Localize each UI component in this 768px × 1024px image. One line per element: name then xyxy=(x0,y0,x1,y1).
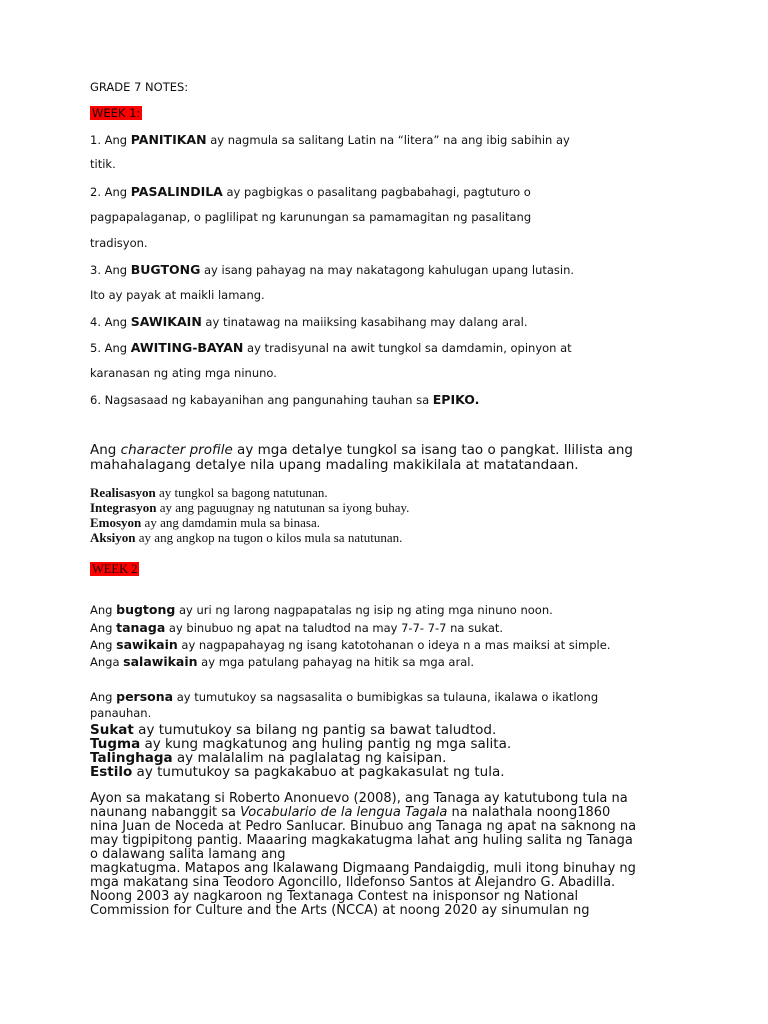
step-realisasyon: Realisasyon ay tungkol sa bagong natutunan. xyxy=(90,485,328,500)
week1-item-2: 2. Ang PASALINDILA ay pagbigkas o pasalitang pagbabahagi, pagtuturo o xyxy=(90,184,531,199)
week1-item-4: 4. Ang SAWIKAIN ay tinatawag na maiiksing kasabihang may dalang aral. xyxy=(90,314,528,329)
element-talinghaga: Talinghaga ay malalalim na paglalatag ng kaisipan. xyxy=(90,750,447,766)
tanaga-paragraph-line-9: Commission for Culture and the Arts (NCCA) at noong 2020 ay sinumulan ng xyxy=(90,903,590,918)
tanaga-paragraph-line-4: may tigpipitong pantig. Maaaring magkakatugma lahat ang huling salita ng Tanaga xyxy=(90,833,633,848)
week1-item-2-cont: pagpapalaganap, o paglilipat ng karunungan sa pamamagitan ng pasalitang xyxy=(90,210,532,224)
week1-item-2-cont2: tradisyon. xyxy=(90,236,148,250)
week1-item-3-cont: Ito ay payak at maikli lamang. xyxy=(90,288,265,302)
week-2-label: WEEK 2 xyxy=(92,562,138,576)
week2-def-bugtong: Ang bugtong ay uri ng larong nagpapatalas ng isip ng ating mga ninuno noon. xyxy=(90,602,553,617)
tanaga-paragraph-line-5: o dalawang salita lamang ang xyxy=(90,847,286,862)
week1-item-5: 5. Ang AWITING-BAYAN ay tradisyunal na awit tungkol sa damdamin, opinyon at xyxy=(90,340,572,355)
week-1-label: WEEK 1: xyxy=(92,106,141,120)
week1-item-1-cont: titik. xyxy=(90,157,116,171)
page-title: GRADE 7 NOTES: xyxy=(90,80,189,94)
step-emosyon: Emosyon ay ang damdamin mula sa binasa. xyxy=(90,515,320,530)
tanaga-paragraph-line-6: magkatugma. Matapos ang Ikalawang Digmaang Pandaigdig, muli itong binuhay ng xyxy=(90,861,636,876)
step-aksiyon: Aksiyon ay ang angkop na tugon o kilos mula sa natutunan. xyxy=(90,530,403,545)
tanaga-paragraph-line-2: naunang nabanggit sa Vocabulario de la lengua Tagala na nalathala noong1860 xyxy=(90,805,611,820)
element-tugma: Tugma ay kung magkatunog ang huling pantig ng mga salita. xyxy=(90,736,512,752)
step-integrasyon: Integrasyon ay ang paguugnay ng natutunan sa iyong buhay. xyxy=(90,500,410,515)
week1-item-3: 3. Ang BUGTONG ay isang pahayag na may nakatagong kahulugan upang lutasin. xyxy=(90,262,575,277)
week1-item-6: 6. Nagsasaad ng kabayanihan ang pangunahing tauhan sa EPIKO. xyxy=(90,392,480,407)
week2-def-sawikain: Ang sawikain ay nagpapahayag ng isang katotohanan o ideya n a mas maiksi at simple. xyxy=(90,637,611,652)
persona-line-2: panauhan. xyxy=(90,706,152,720)
tanaga-paragraph-line-8: Noong 2003 ay nagkaroon ng Textanaga Contest na inisponsor ng National xyxy=(90,889,579,904)
element-estilo: Estilo ay tumutukoy sa pagkakabuo at pagkakasulat ng tula. xyxy=(90,764,505,780)
week2-def-salawikain: Anga salawikain ay mga patulang pahayag na hitik sa mga aral. xyxy=(90,654,475,669)
character-profile-line-1: Ang character profile ay mga detalye tungkol sa isang tao o pangkat. Ililista ang xyxy=(90,442,633,458)
tanaga-paragraph-line-3: nina Juan de Noceda at Pedro Sanlucar. Binubuo ang Tanaga ng apat na saknong na xyxy=(90,819,637,834)
tanaga-paragraph-line-7: mga makatang sina Teodoro Agoncillo, Ildefonso Santos at Alejandro G. Abadilla. xyxy=(90,875,616,890)
character-profile-line-2: mahahalagang detalye nila upang madaling makikilala at matatandaan. xyxy=(90,457,579,473)
week1-item-1: 1. Ang PANITIKAN ay nagmula sa salitang Latin na “litera” na ang ibig sabihin ay xyxy=(90,132,570,147)
tanaga-paragraph-line-1: Ayon sa makatang si Roberto Anonuevo (2008), ang Tanaga ay katutubong tula na xyxy=(90,791,628,806)
persona-line-1: Ang persona ay tumutukoy sa nagsasalita o bumibigkas sa tulauna, ikalawa o ikatlong xyxy=(90,689,599,704)
week1-item-5-cont: karanasan ng ating mga ninuno. xyxy=(90,366,277,380)
week2-def-tanaga: Ang tanaga ay binubuo ng apat na taludtod na may 7-7- 7-7 na sukat. xyxy=(90,620,504,635)
element-sukat: Sukat ay tumutukoy sa bilang ng pantig sa bawat taludtod. xyxy=(90,722,497,738)
